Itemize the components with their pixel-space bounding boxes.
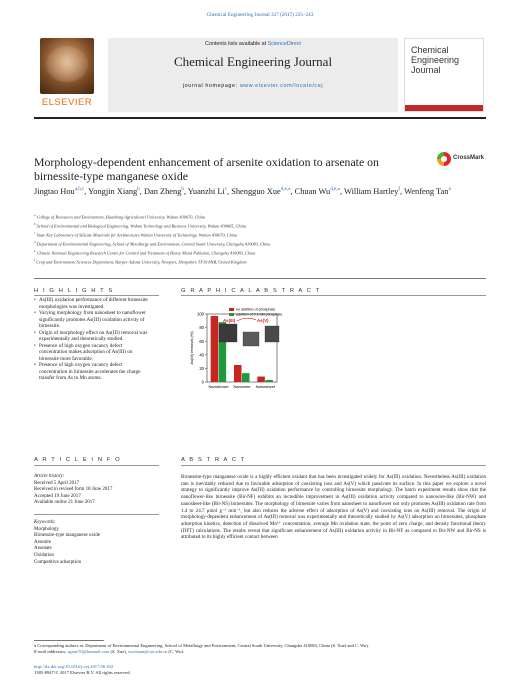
y-tick-label: 0 xyxy=(201,379,204,385)
homepage-prefix: journal homepage: xyxy=(182,83,240,89)
keywords-block xyxy=(34,520,164,566)
species-label: As(V) xyxy=(257,318,269,323)
author-name[interactable]: Yongjin Xiang xyxy=(88,186,138,196)
history-entry: Received 5 April 2017 xyxy=(34,480,80,486)
article-info-heading: A R T I C L E I N F O xyxy=(34,457,122,463)
history-entry: Accepted 19 June 2017 xyxy=(34,493,81,499)
affiliation-marker: f xyxy=(34,258,36,263)
author-name[interactable]: Chuan Wu xyxy=(294,186,331,196)
author-affiliation-marker[interactable]: a xyxy=(448,187,451,192)
x-category-label: Nanoflower xyxy=(208,384,229,389)
affiliation: $^f$ Crop and Environment Sciences Department, Harper Adams University, Newport, Shropshire TF10 8NB, United Kingdom xyxy=(34,258,247,265)
article-info-rule xyxy=(34,465,159,466)
y-tick-label: 40 xyxy=(199,352,204,358)
email-owner: (S. Xue), xyxy=(109,649,128,654)
affiliation: $^c$ State Key Laboratory of Silicate Materials for Architectures Wuhan University of Technology, Wuhan 430070, China xyxy=(34,231,238,238)
corresponding-author-note: ⁎ Corresponding authors at: Department of Environmental Engineering, School of Metallurgy and Environment, Central South University, Changsha 410083, China (S. Xue) and C. Wu). xyxy=(34,643,370,648)
sem-inset-image xyxy=(219,324,237,342)
bottom-info xyxy=(34,664,486,676)
y-axis-label: As(III) removal (%) xyxy=(189,331,194,365)
bar-phosphate xyxy=(242,373,250,382)
journal-homepage-line xyxy=(108,83,398,89)
keyword: Arsenate xyxy=(34,546,52,552)
author-affiliation-marker[interactable]: d,e,⁎ xyxy=(280,187,291,192)
bar-phosphate xyxy=(265,380,273,382)
cover-title-line: Journal xyxy=(411,65,441,75)
author-affiliation-marker[interactable]: c xyxy=(224,187,227,192)
author-affiliation-marker[interactable]: b xyxy=(181,187,184,192)
contents-prefix: Contents lists available at xyxy=(205,41,268,47)
cover-title-line: Engineering xyxy=(411,55,460,65)
highlights-rule xyxy=(34,295,159,296)
article-title: Morphology-dependent enhancement of arsenite oxidation to arsenate on birnessite-type manganese oxide xyxy=(34,155,379,183)
highlight-item: • Origin of morphology effect on As(III) removal was experimentally and theoretically studied. xyxy=(34,330,149,343)
highlight-item: • As(III) oxidation performance of different birnessite morphologies was investigated. xyxy=(34,297,149,310)
crossmark-badge[interactable] xyxy=(437,150,487,168)
contents-available-line xyxy=(108,41,398,47)
journal-cover-thumbnail xyxy=(404,38,484,112)
cover-title-line: Chemical xyxy=(411,45,449,55)
author-affiliation-marker[interactable]: d,e,⁎ xyxy=(330,187,340,192)
journal-title: Chemical Engineering Journal xyxy=(173,54,333,69)
crossmark-label: CrossMark xyxy=(453,155,485,161)
history-entry: Available online 21 June 2017 xyxy=(34,500,95,506)
email-line xyxy=(34,649,486,655)
author-name[interactable]: Yuanzhi Li xyxy=(187,186,225,196)
legend-label: no addition of phosphate xyxy=(236,307,276,312)
affiliation: $^a$ College of Resources and Environment, Huazhong Agricultural University, Wuhan 430070, China xyxy=(34,213,206,220)
author-name[interactable]: Wenfeng Tan xyxy=(404,186,449,196)
affiliation-marker: c xyxy=(34,231,36,236)
affiliation-marker: d xyxy=(34,240,36,245)
keyword: Oxidation xyxy=(34,552,54,558)
keyword: Birnessite-type manganese oxide xyxy=(34,533,101,539)
y-tick-label: 100 xyxy=(197,311,204,317)
keyword: Morphology xyxy=(34,526,59,532)
graphical-abstract-heading: G R A P H I C A L A B S T R A C T xyxy=(181,288,321,294)
legend-swatch xyxy=(229,308,234,311)
affiliation: $^d$ Department of Environmental Engineering, School of Metallurgy and Environment, Central South University, Changsha 410083, China xyxy=(34,240,271,247)
crossmark-icon xyxy=(437,152,451,166)
legend-label: addition of 0.1mM phosphate xyxy=(236,312,283,317)
article-history xyxy=(34,474,164,507)
x-category-label: Nanosheet xyxy=(255,384,276,389)
x-category-label: Nanowire xyxy=(233,384,251,389)
journal-citation[interactable]: Chemical Engineering Journal 327 (2017) 235–243 xyxy=(206,12,314,18)
author-name[interactable]: Jingtao Hou xyxy=(34,186,75,196)
elsevier-tree-image xyxy=(40,38,94,94)
cover-title xyxy=(411,45,459,75)
affiliation: $^b$ School of Environmental and Biological Engineering, Wuhan Technology and Business University, Wuhan 430065, China xyxy=(34,222,247,229)
sciencedirect-link[interactable]: ScienceDirect xyxy=(267,41,301,47)
footnotes xyxy=(34,643,486,655)
bar-no-phosphate xyxy=(234,365,242,382)
legend-swatch xyxy=(229,313,234,316)
bar-no-phosphate xyxy=(257,377,265,382)
highlights-heading: H I G H L I G H T S xyxy=(34,288,114,294)
author-affiliation-marker[interactable]: a,b,c xyxy=(74,187,85,192)
journal-header-panel xyxy=(108,38,398,112)
highlight-item: • Presence of high oxygen vacancy defect concentration in birnessite accelerates the charge transfer from As to Mn atoms. xyxy=(34,362,149,382)
sem-inset-image xyxy=(265,326,279,342)
affiliation-marker: e xyxy=(34,249,36,254)
affiliation-marker: a xyxy=(34,213,36,217)
keywords-label: Keywords: xyxy=(34,520,56,525)
highlight-item: • Varying morphology from nanosheet to nanoflower significantly promotes As(III) oxidation activity of birnessite. xyxy=(34,310,149,330)
author-affiliation-marker[interactable]: b xyxy=(137,187,140,192)
email-owner: (C. Wu). xyxy=(167,649,185,654)
section-divider xyxy=(34,278,486,279)
highlights-list xyxy=(34,297,149,382)
graphical-abstract-rule xyxy=(181,295,486,296)
email-link-xue[interactable]: sgxue70@hotmail.com xyxy=(67,649,110,654)
affiliation-list xyxy=(34,212,486,266)
history-label: Article history: xyxy=(34,474,65,479)
highlight-item: • Presence of high oxygen vacancy defect concentration makes adsorption of As(III) on birnessite more favorable. xyxy=(34,343,149,363)
affiliation: $^e$ Chinese National Engineering Research Centre for Control and Treatment of Heavy Metal Pollution, Changsha 410083, China xyxy=(34,249,256,256)
journal-homepage-link[interactable]: www.elsevier.com/locate/cej xyxy=(239,83,324,89)
keyword: Arsenite xyxy=(34,539,51,545)
author-name[interactable]: Shengguo Xue xyxy=(231,186,281,196)
keywords-rule xyxy=(34,514,159,515)
footnote-divider xyxy=(34,640,104,641)
graphical-abstract-chart xyxy=(185,300,425,392)
author-list: Jingtao Hou$^{a,b,c}$, Yongjin Xiang$^b$, Dan Zheng$^b$, Yuanzhi Li$^c$, Shengguo Xue$^{d,e,⁎}$, Chuan $Wu^{d,e,⁎}$, William Hartley$^f$, Wenfeng Tan$^a$ xyxy=(34,186,451,196)
email-label: E-mail addresses: xyxy=(34,649,68,654)
y-tick-label: 80 xyxy=(199,325,204,331)
bar-no-phosphate xyxy=(211,316,218,382)
keyword: Competitive adsorption xyxy=(34,559,82,565)
abstract-rule xyxy=(181,465,486,466)
cover-stripe xyxy=(405,105,483,111)
abstract-heading: A B S T R A C T xyxy=(181,457,246,463)
publisher-name: ELSEVIER xyxy=(41,97,93,108)
doi-link[interactable]: http://dx.doi.org/10.1016/j.cej.2017.06.102 xyxy=(34,664,114,669)
y-tick-label: 20 xyxy=(199,366,204,371)
abstract-text: Birnessite-type manganese oxide is a highly efficient oxidant that has been investigated widely for As(III) oxidation. Nevertheless As(III) oxidation rate is inevitably reduced due to favorable adsorption of coexisting ions and As(V) which passivate its surface. In this paper we explore a novel strategy to significantly improve As(III) oxidation performance by controlling birnessite morphology. The batch experiment results show that the nanoflower-like birnessite (Bir-NF) exhibits an incredible improvement in As(III) oxidation activity compared to nanowire-like (Bir-NW) and nanosheet-like (Bir-NS) birnessites. The morphology of birnessite varies from nanosheet to nanoflower not only promotes As(III) oxidation rate from 1.4 to 24.7 μmol g⁻¹ min⁻¹, but also reduces the adverse effect of adsorption of As(V) and coexisting ions on As(III) removal. The origin of morphology-dependent enhancement of As(III) removal was experimentally and theoretically studied by As(V) adsorption on birnessites, phosphate adsorption kinetics, detection of dissolved Mn²⁺ concentration, average Mn oxidation state, the point of zero charge, and density functional theory (DFT) calculations. The results reveal that significant enhancement of As(III) oxidation activity in Bir-NF as compared to Bir-NW and Bir-NS is attributed to its highly efficient contact between xyxy=(181,474,486,541)
author-name[interactable]: William Hartley xyxy=(344,186,399,196)
y-tick-label: 60 xyxy=(199,338,204,344)
history-entry: Received in revised form 18 June 2017 xyxy=(34,487,113,493)
copyright-line: 1385-8947/© 2017 Elsevier B.V. All rights reserved. xyxy=(34,670,131,675)
sem-inset-image xyxy=(243,332,259,346)
affiliation-marker: b xyxy=(34,222,36,227)
author-name[interactable]: Dan Zheng xyxy=(143,186,182,196)
header-divider xyxy=(34,117,486,119)
elsevier-logo xyxy=(36,38,98,112)
email-link-wu[interactable]: wuchuan@csu.edu.cn xyxy=(127,649,168,654)
species-label: As(III) xyxy=(223,318,236,323)
author-affiliation-marker[interactable]: f xyxy=(398,187,401,192)
